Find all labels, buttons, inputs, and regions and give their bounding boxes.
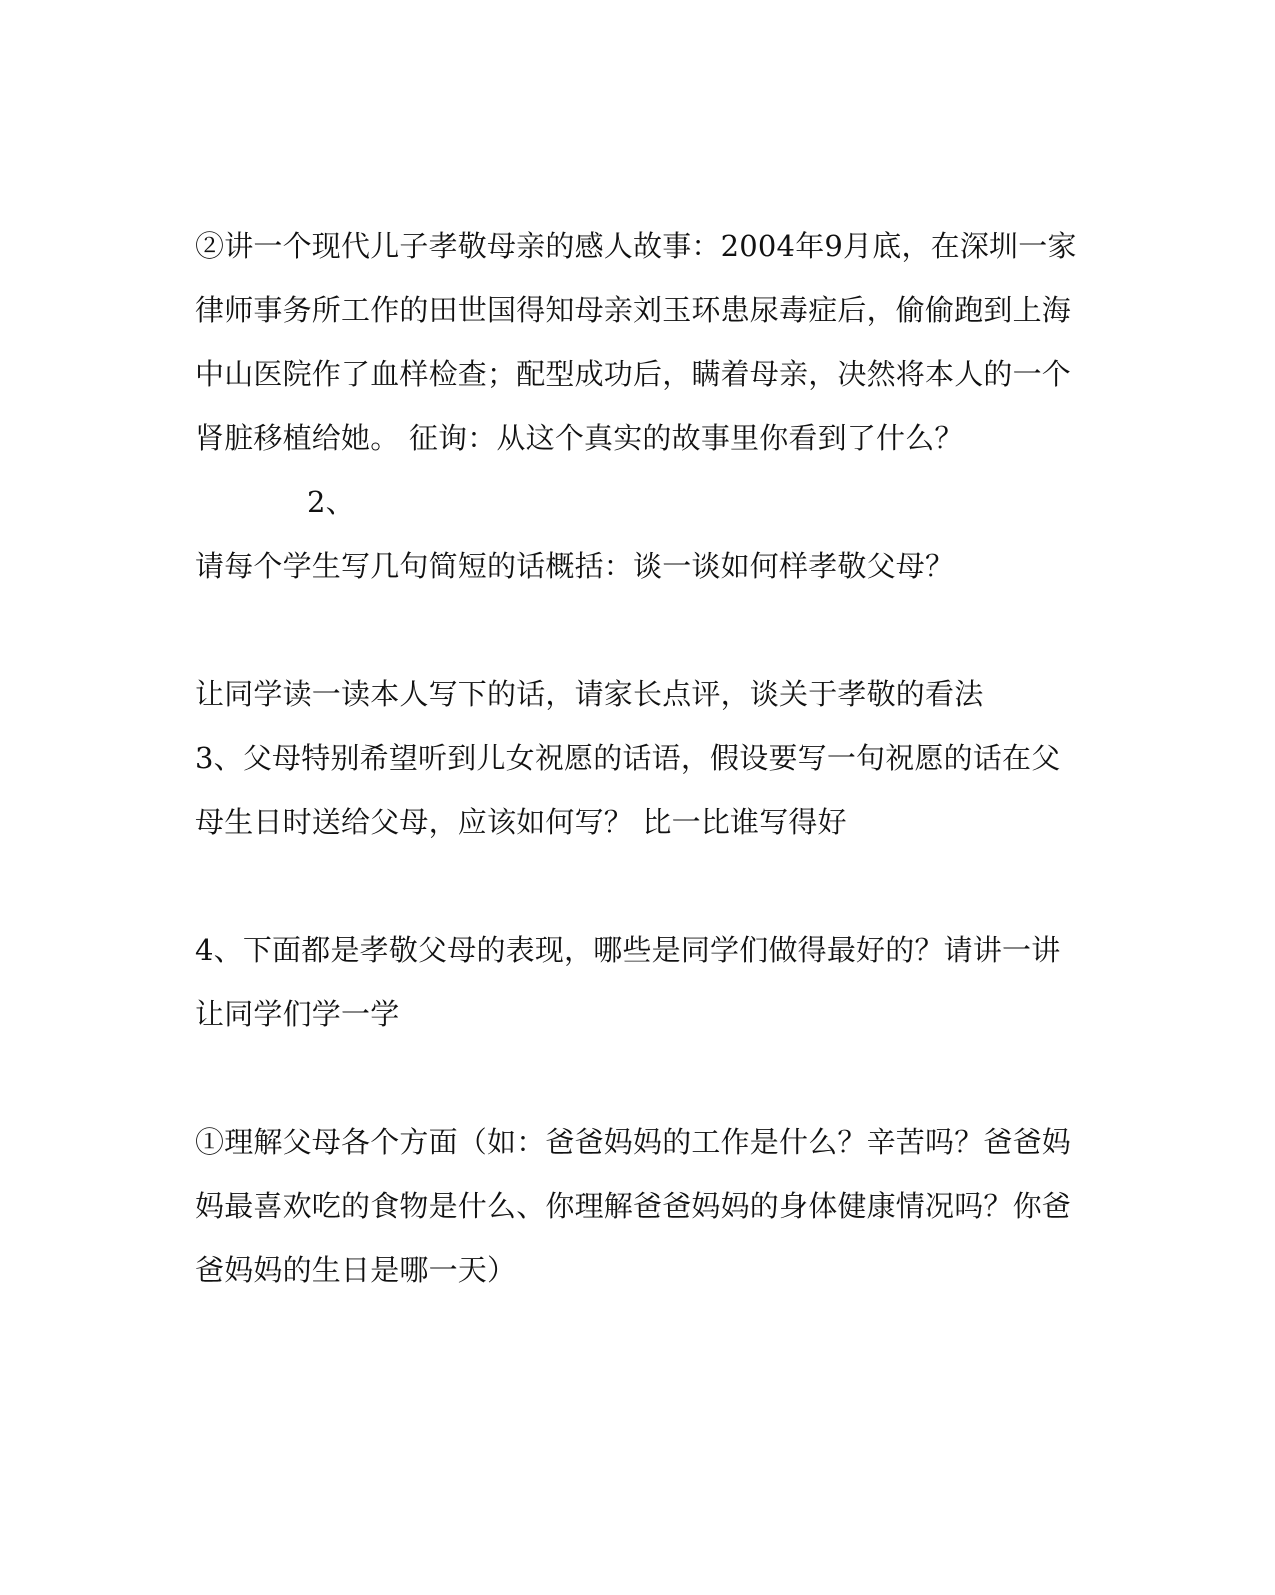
item-2-text: 请每个学生写几句简短的话概括：谈一谈如何样孝敬父母？ <box>195 549 955 583</box>
story-line-2: 律师事务所工作的田世国得知母亲刘玉环患尿毒症后，偷偷跑到上海 <box>195 293 1072 327</box>
item-2-number: 2、 <box>307 485 355 519</box>
story-question: 肾脏移植给她。 征询：从这个真实的故事里你看到了什么？ <box>195 421 964 455</box>
read-aloud-instruction: 让同学读一读本人写下的话，请家长点评，谈关于孝敬的看法 <box>195 677 984 711</box>
understand-parents-line-1: ①理解父母各个方面（如：爸爸妈妈的工作是什么？辛苦吗？爸爸妈 <box>195 1125 1072 1159</box>
item-4-line-1: 4、下面都是孝敬父母的表现，哪些是同学们做得最好的？请讲一讲 <box>195 933 1061 967</box>
item-3-line-2: 母生日时送给父母，应该如何写？ 比一比谁写得好 <box>195 805 847 839</box>
story-line-3: 中山医院作了血样检查；配型成功后，瞒着母亲，决然将本人的一个 <box>195 357 1072 391</box>
item-4-line-2: 让同学们学一学 <box>195 997 400 1031</box>
understand-parents-line-2: 妈最喜欢吃的食物是什么、你理解爸爸妈妈的身体健康情况吗？你爸 <box>195 1189 1072 1223</box>
understand-parents-line-3: 爸妈妈的生日是哪一天） <box>195 1253 517 1287</box>
story-line-1: ②讲一个现代儿子孝敬母亲的感人故事：2004年9月底，在深圳一家 <box>195 229 1077 263</box>
item-3-line-1: 3、父母特别希望听到儿女祝愿的话语，假设要写一句祝愿的话在父 <box>195 741 1061 775</box>
